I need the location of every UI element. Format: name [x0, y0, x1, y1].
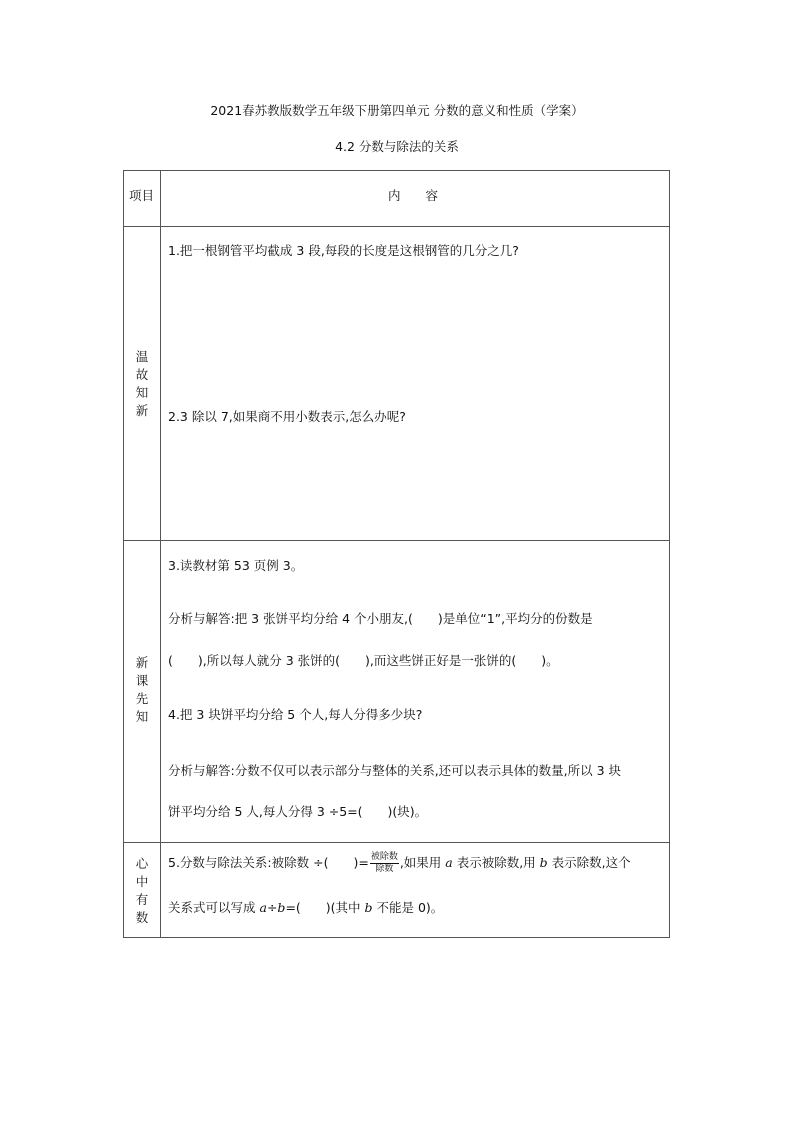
q5-text: 表示被除数,用	[452, 855, 540, 870]
variable-b: b	[539, 855, 548, 870]
question-2: 2.3 除以 7,如果商不用小数表示,怎么办呢?	[168, 409, 406, 424]
answer-3-line-1: 分析与解答:把 3 张饼平均分给 4 个小朋友,( )是单位“1”,平均分的份数是	[168, 611, 593, 626]
document-title: 2021春苏教版数学五年级下册第四单元 分数的意义和性质（学案）	[210, 103, 584, 118]
section-label-summary	[124, 855, 160, 927]
variable-a: a	[259, 900, 267, 915]
question-1: 1.把一根钢管平均截成 3 段,每段的长度是这根钢管的几分之几?	[168, 243, 519, 258]
q5-text: ,如果用	[399, 855, 446, 870]
answer-4-line-2: 饼平均分给 5 人,每人分得 3 ÷5=( )(块)。	[168, 804, 428, 819]
row-divider	[124, 540, 669, 541]
q5-text: 关系式可以写成	[168, 900, 260, 915]
q5-text: 5.分数与除法关系:被除数 ÷( )=	[168, 855, 369, 870]
worksheet-table	[123, 170, 670, 938]
q5-text: =( )(其中	[285, 900, 365, 915]
row-divider	[124, 842, 669, 843]
column-divider	[160, 171, 161, 937]
fraction	[370, 852, 399, 875]
section-label-text: 心中有数	[135, 856, 149, 925]
question-3: 3.读教材第 53 页例 3。	[168, 558, 304, 573]
lesson-subtitle: 4.2 分数与除法的关系	[335, 139, 459, 154]
question-5-line-1	[168, 852, 631, 875]
header-item: 项目	[129, 188, 155, 203]
row-divider	[124, 226, 669, 227]
question-5-line-2	[168, 898, 443, 916]
answer-4-line-1: 分析与解答:分数不仅可以表示部分与整体的关系,还可以表示具体的数量,所以 3 块	[168, 763, 622, 778]
division-sign: ÷	[266, 900, 278, 915]
section-label-text: 温故知新	[135, 349, 149, 418]
variable-b: b	[277, 900, 286, 915]
section-label-preview	[124, 654, 160, 726]
fraction-numerator: 被除数	[370, 852, 398, 862]
section-label-review	[124, 348, 160, 420]
fraction-denominator: 除数	[375, 864, 394, 874]
section-label-text: 新课先知	[135, 655, 149, 724]
header-content: 内 容	[388, 188, 439, 203]
q5-text: 表示除数,这个	[547, 855, 631, 870]
variable-b: b	[364, 900, 373, 915]
variable-a: a	[445, 855, 453, 870]
answer-3-line-2: ( ),所以每人就分 3 张饼的( ),而这些饼正好是一张饼的( )。	[168, 653, 559, 668]
q5-text: 不能是 0)。	[372, 900, 444, 915]
question-4: 4.把 3 块饼平均分给 5 个人,每人分得多少块?	[168, 707, 423, 722]
